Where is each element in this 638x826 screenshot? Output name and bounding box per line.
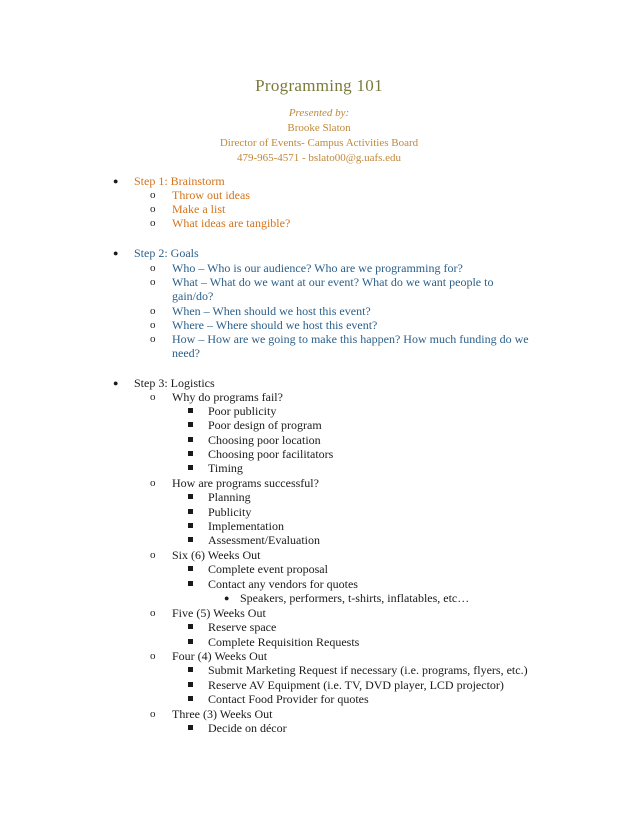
square-bullet-icon bbox=[188, 682, 193, 687]
step-3-label: Step 3: Logistics bbox=[134, 376, 215, 390]
circle-bullet-icon: o bbox=[150, 305, 156, 317]
document-page: Programming 101 Presented by: Brooke Slaton Director of Events- Campus Activities Board 479-965-4571 - bslato00@g.uafs.edu ● Step 1: Brainstorm o Throw out ideas o Make a list o What ideas are tangible? ● Step 2: Goals o Who – Who is our audience? Who are we programming for? o What – What do we want at our event? What do we want people to gain/do? o When – When should we host this event? o Where – Where should we host this event? o How – How are we going to make this happen? How much funding do we need? ● Step 3: Logistics o Why do programs fail? Poor publicity Poor design of program Choosing poor location Choosing poor facilitators Timing o How are programs successful? Planning Publicity Implementation Assessment/Evaluation o Six (6) Weeks Out Complete event proposal Contact any vendors for quotes ● Speakers, performers, t-shirts, inflatables, etc… o Five (5) Weeks Out Reserve space Complete Requisition Requests o Four (4) Weeks Out Submit Marketing Request if necessary (i.e. programs, flyers, etc.) Reserve AV Equipment (i.e. TV, DVD player, LCD projector) Contact Food Provider for quotes o Three (3) Weeks Out Decide on décor bbox=[0, 0, 638, 826]
square-bullet-icon bbox=[188, 581, 193, 586]
circle-bullet-icon: o bbox=[150, 549, 156, 561]
step-2-label: Step 2: Goals bbox=[134, 246, 199, 260]
square-bullet-icon bbox=[188, 537, 193, 542]
circle-bullet-icon: o bbox=[150, 217, 156, 229]
circle-bullet-icon: o bbox=[150, 189, 156, 201]
presented-by-label: Presented by: bbox=[288, 107, 350, 119]
circle-bullet-icon: o bbox=[150, 276, 156, 288]
presenter-name: Brooke Slaton bbox=[287, 122, 351, 134]
bullet-icon: ● bbox=[224, 593, 230, 603]
circle-bullet-icon: o bbox=[150, 650, 156, 662]
square-bullet-icon bbox=[188, 509, 193, 514]
circle-bullet-icon: o bbox=[150, 607, 156, 619]
square-bullet-icon bbox=[188, 408, 193, 413]
circle-bullet-icon: o bbox=[150, 203, 156, 215]
presenter-role: Director of Events- Campus Activities Board bbox=[219, 137, 419, 149]
square-bullet-icon bbox=[188, 451, 193, 456]
presenter-contact: 479-965-4571 - bslato00@g.uafs.edu bbox=[236, 152, 402, 164]
square-bullet-icon bbox=[188, 725, 193, 730]
square-bullet-icon bbox=[188, 465, 193, 470]
square-bullet-icon bbox=[188, 667, 193, 672]
step-1-label: Step 1: Brainstorm bbox=[134, 174, 225, 188]
circle-bullet-icon: o bbox=[150, 262, 156, 274]
bullet-icon: ● bbox=[113, 248, 119, 258]
document-title: Programming 101 bbox=[255, 76, 383, 95]
bullet-icon: ● bbox=[113, 378, 119, 388]
square-bullet-icon bbox=[188, 566, 193, 571]
circle-bullet-icon: o bbox=[150, 708, 156, 720]
square-bullet-icon bbox=[188, 422, 193, 427]
square-bullet-icon bbox=[188, 696, 193, 701]
circle-bullet-icon: o bbox=[150, 333, 156, 345]
square-bullet-icon bbox=[188, 639, 193, 644]
square-bullet-icon bbox=[188, 523, 193, 528]
circle-bullet-icon: o bbox=[150, 477, 156, 489]
bullet-icon: ● bbox=[113, 176, 119, 186]
square-bullet-icon bbox=[188, 624, 193, 629]
circle-bullet-icon: o bbox=[150, 319, 156, 331]
square-bullet-icon bbox=[188, 494, 193, 499]
square-bullet-icon bbox=[188, 437, 193, 442]
circle-bullet-icon: o bbox=[150, 391, 156, 403]
